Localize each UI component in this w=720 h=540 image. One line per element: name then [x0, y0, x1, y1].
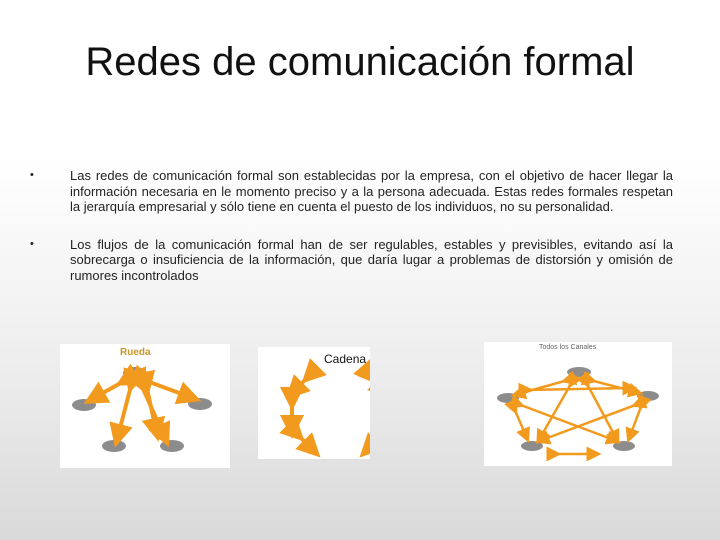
slide-title: Redes de comunicación formal	[85, 40, 635, 84]
bullet-marker: •	[30, 169, 34, 181]
bullet-list	[30, 168, 673, 305]
bullet-item	[30, 237, 673, 284]
todos-canales-diagram	[484, 342, 672, 466]
rueda-label: Rueda	[120, 347, 151, 358]
cadena-label: Cadena	[324, 352, 367, 366]
bullet-item	[30, 168, 673, 215]
bullet-marker: •	[30, 237, 34, 250]
rueda-network-graphic	[60, 344, 230, 468]
rueda-diagram	[60, 344, 230, 468]
todos-canales-label: Todos los Canales	[539, 344, 597, 351]
todos-canales-network-graphic	[484, 342, 672, 466]
cadena-diagram	[258, 347, 370, 459]
bullet-text: Las redes de comunicación formal son establecidas por la empresa, con el objetivo de hacer llegar la información necesaria en le momento preciso y a la persona adecuada. Estas redes formales respetan la jerarquía empresarial y sólo tiene en cuenta el puesto de los individuos, no su personalidad.	[70, 168, 673, 214]
bullet-text: Los flujos de la comunicación formal han de ser regulables, estables y previsibles, evitando así la sobrecarga o insuficiencia de la información, que daría lugar a problemas de distorsión y omisión de rumores incontrolados	[70, 236, 673, 283]
